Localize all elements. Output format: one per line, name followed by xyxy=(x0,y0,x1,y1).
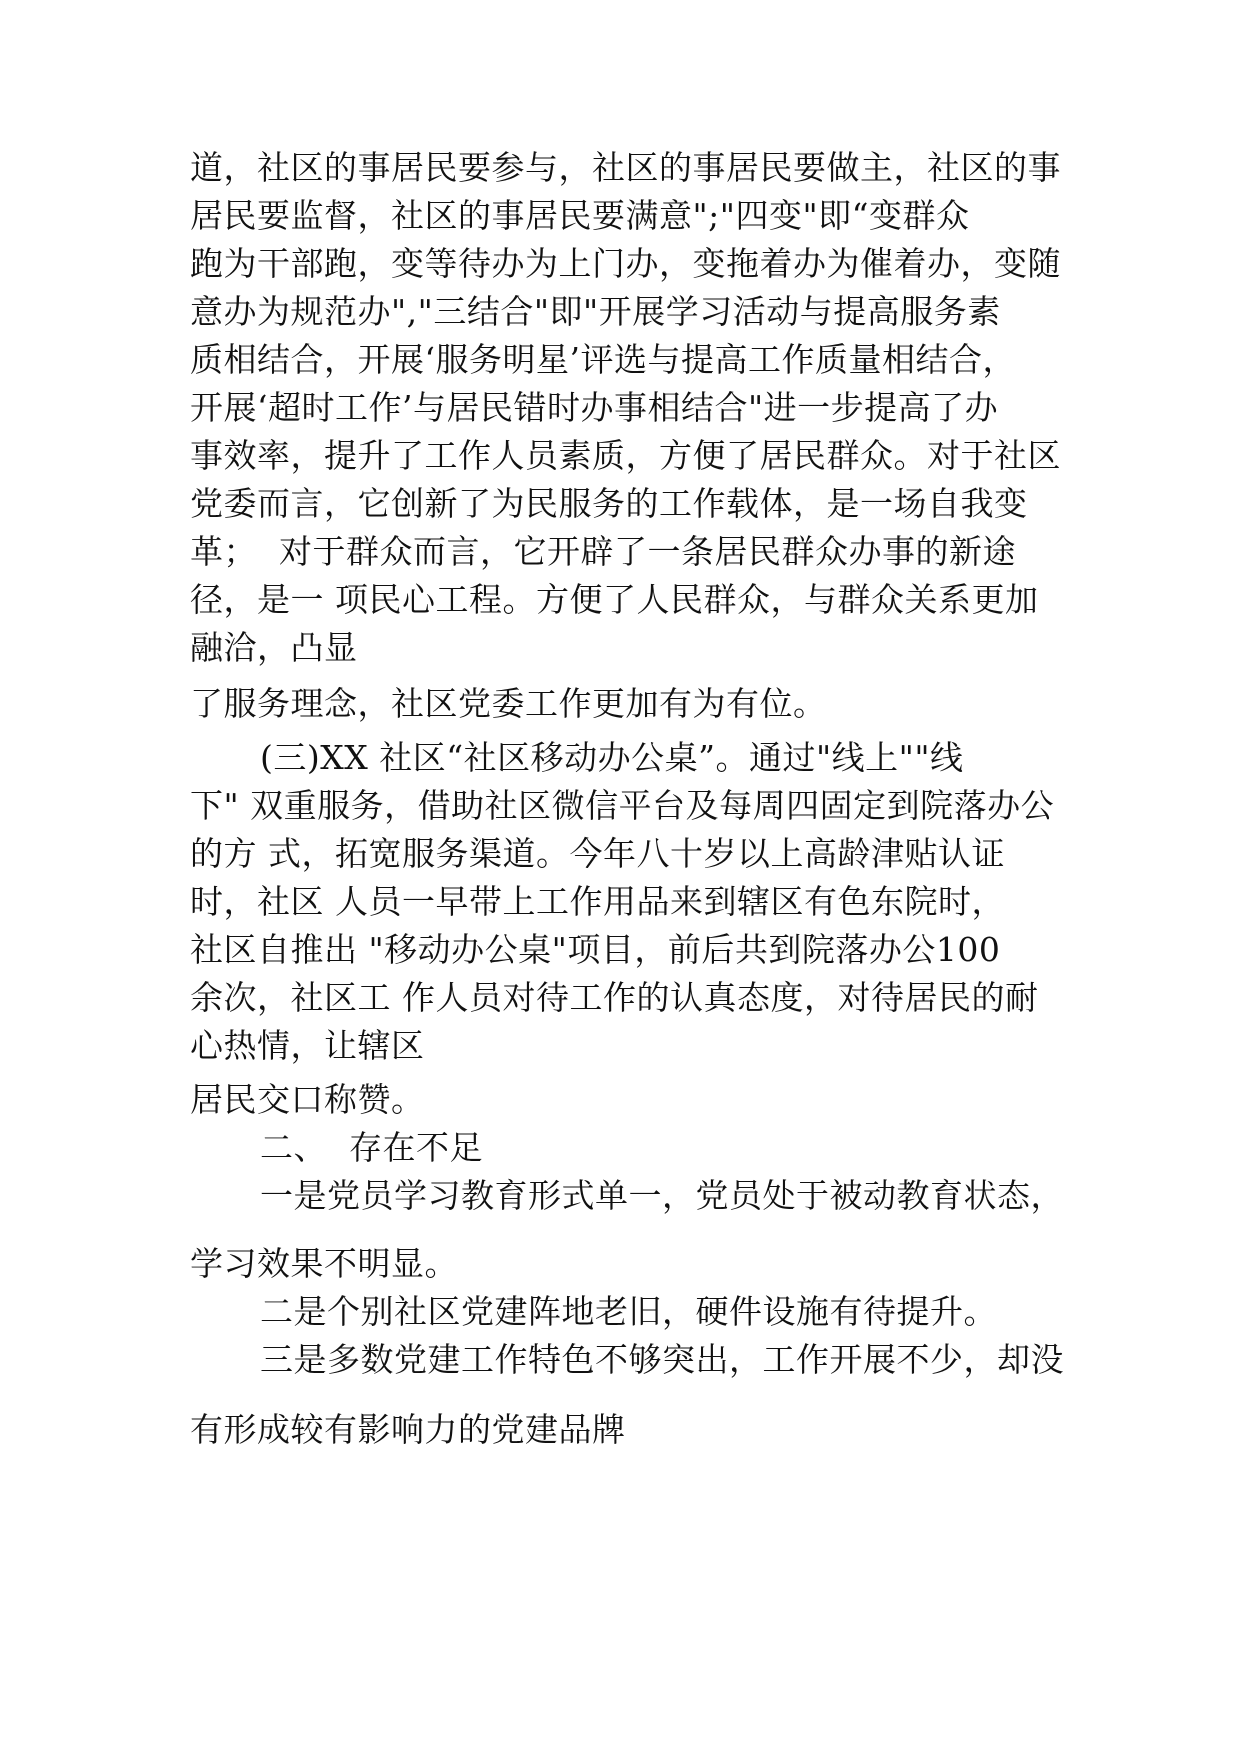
text-line: 下" 双重服务，借助社区微信平台及每周四固定到院落办公 xyxy=(190,786,1055,825)
text-line: 道，社区的事居民要参与，社区的事居民要做主，社区的事 xyxy=(190,148,1061,187)
text-line: 径，是一 项民心工程。方便了人民群众，与群众关系更加 xyxy=(190,580,1039,619)
text-line: 有形成较有影响力的党建品牌 xyxy=(190,1410,626,1449)
text-line: 心热情，让辖区 xyxy=(190,1026,425,1065)
text-line: 二是个别社区党建阵地老旧，硬件设施有待提升。 xyxy=(260,1292,997,1331)
text-line: 三是多数党建工作特色不够突出，工作开展不少，却没 xyxy=(260,1340,1064,1379)
text-line: 开展‘超时工作’与居民错时办事相结合"进一步提高了办 xyxy=(190,388,999,427)
text-line: 党委而言，它创新了为民服务的工作载体，是一场自我变 xyxy=(190,484,1028,523)
text-line: 社区自推出 "移动办公桌"项目，前后共到院落办公100 xyxy=(190,930,1001,969)
text-line: 跑为干部跑，变等待办为上门办，变拖着办为催着办，变随 xyxy=(190,244,1061,283)
text-line: 事效率，提升了工作人员素质，方便了居民群众。对于社区 xyxy=(190,436,1061,475)
text-line: 的方 式，拓宽服务渠道。今年八十岁以上高龄津贴认证 xyxy=(190,834,1005,873)
section-heading-deficiencies: 二、 存在不足 xyxy=(260,1128,483,1167)
text-line: 意办为规范办","三结合"即"开展学习活动与提高服务素 xyxy=(190,292,1001,331)
text-line: 融洽，凸显 xyxy=(190,628,358,667)
text-line: 革； 对于群众而言，它开辟了一条居民群众办事的新途 xyxy=(190,532,1016,571)
text-line: 居民交口称赞。 xyxy=(190,1080,425,1119)
text-line: 一是党员学习教育形式单一，党员处于被动教育状态， xyxy=(260,1176,1064,1215)
text-line: 居民要监督，社区的事居民要满意";"四变"即“变群众 xyxy=(190,196,970,235)
section-heading-3: (三)XX 社区“社区移动办公桌”。通过"线上""线 xyxy=(260,738,964,777)
text-line: 质相结合，开展‘服务明星’评选与提高工作质量相结合， xyxy=(190,340,1016,379)
text-line: 了服务理念，社区党委工作更加有为有位。 xyxy=(190,684,827,723)
text-line: 时，社区 人员一早带上工作用品来到辖区有色东院时， xyxy=(190,882,1005,921)
text-line: 学习效果不明显。 xyxy=(190,1244,458,1283)
text-line: 余次，社区工 作人员对待工作的认真态度，对待居民的耐 xyxy=(190,978,1039,1017)
